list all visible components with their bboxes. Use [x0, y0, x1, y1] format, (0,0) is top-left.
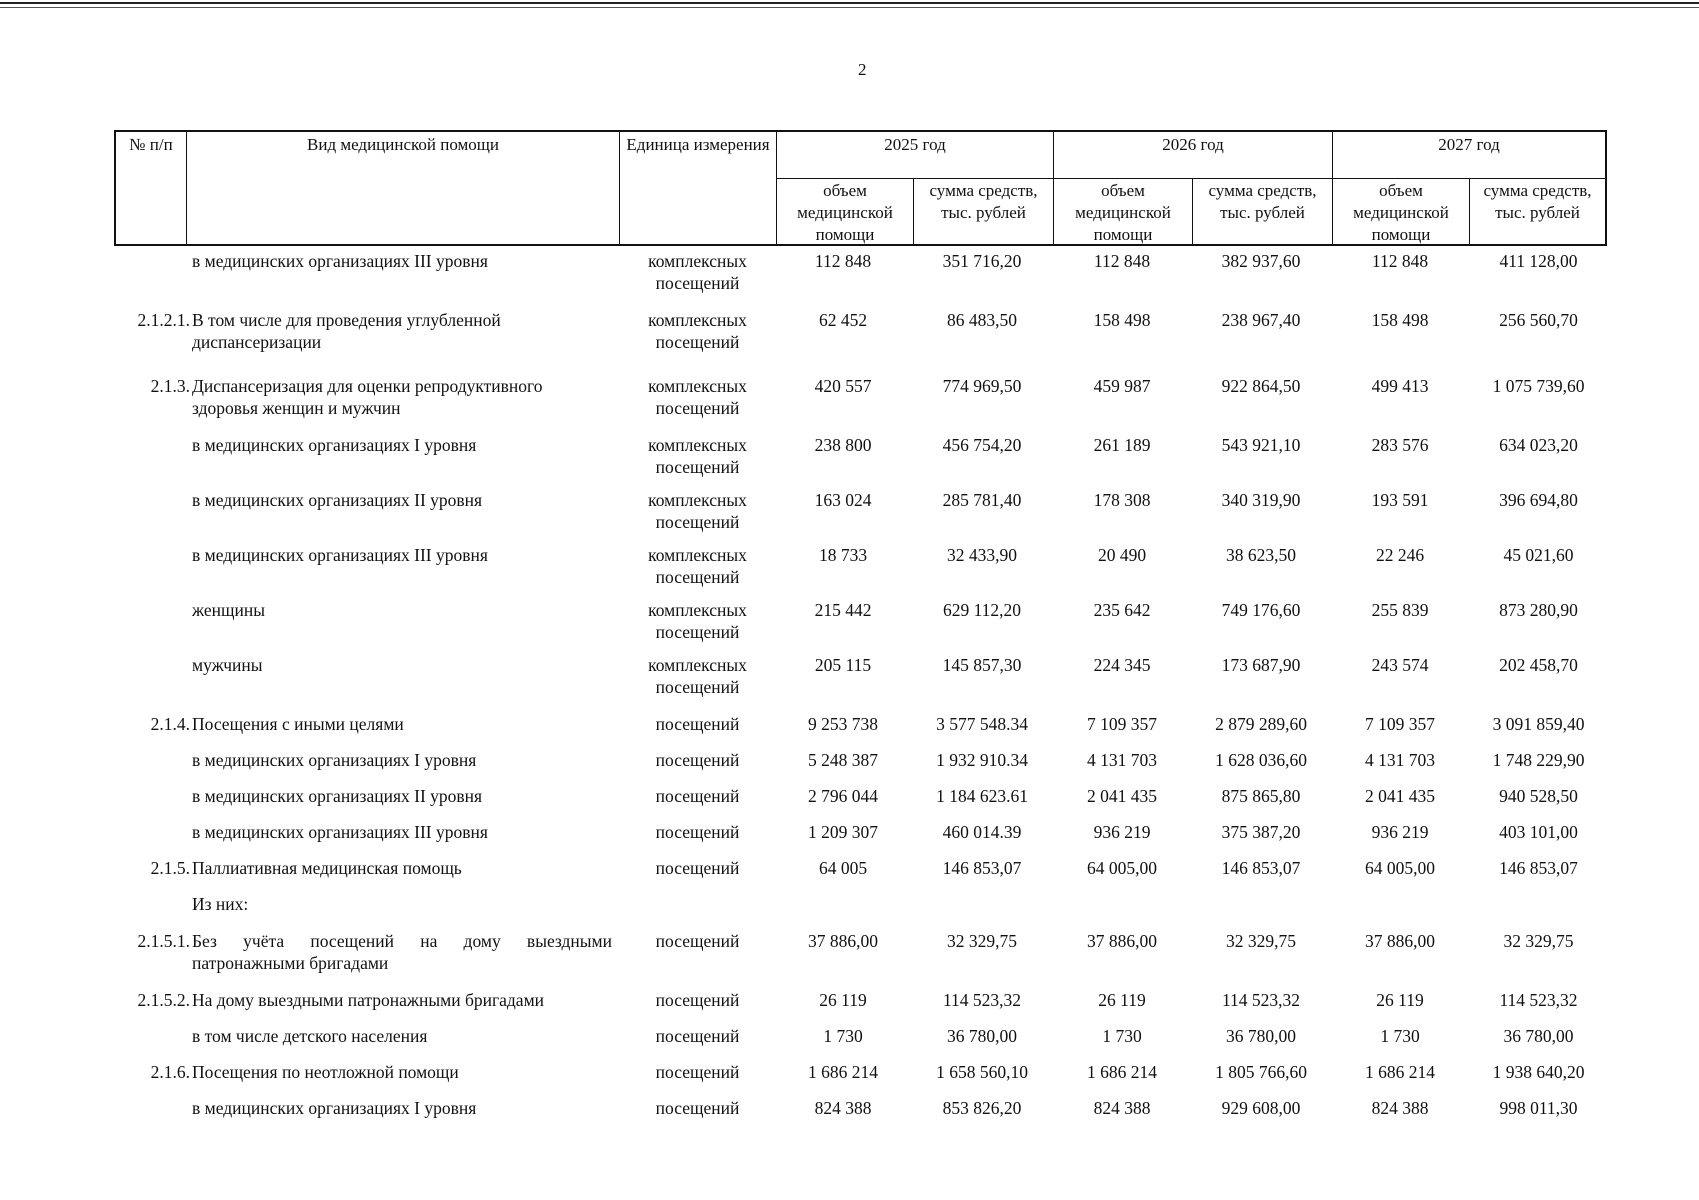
row-name: Посещения по неотложной помощи	[192, 1062, 459, 1082]
row-name: женщины	[192, 600, 265, 620]
header-unit: Единица измерения	[626, 135, 770, 154]
row-unit: посещений	[655, 1026, 740, 1046]
row-unit: комплексных посещений	[648, 310, 747, 352]
row-sum-2026: 382 937,60	[1221, 251, 1301, 271]
row-sum-2026: 1 628 036,60	[1215, 750, 1307, 770]
row-unit: посещений	[655, 1098, 740, 1118]
row-sum-2027: 3 091 859,40	[1492, 714, 1585, 734]
row-volume-2025: 1 209 307	[808, 822, 878, 842]
row-volume-2027: 255 839	[1371, 600, 1429, 620]
row-volume-2026: 158 498	[1093, 310, 1151, 330]
row-volume-2026: 459 987	[1093, 376, 1151, 396]
row-volume-2025: 824 388	[814, 1098, 872, 1118]
row-sum-2027: 114 523,32	[1499, 990, 1578, 1010]
row-volume-2027: 112 848	[1371, 251, 1429, 271]
row-number: 2.1.2.1.	[137, 310, 190, 330]
row-sum-2027: 146 853,07	[1499, 858, 1578, 878]
row-sum-2026: 173 687,90	[1221, 655, 1301, 675]
row-sum-2025: 285 781,40	[942, 490, 1022, 510]
row-sum-2025: 460 014.39	[942, 822, 1022, 842]
row-volume-2027: 2 041 435	[1365, 786, 1435, 806]
row-sum-2027: 998 011,30	[1499, 1098, 1578, 1118]
row-sum-2025: 36 780,00	[947, 1026, 1017, 1046]
header-sum: сумма средств, тыс. рублей	[929, 181, 1038, 222]
row-sum-2027: 1 075 739,60	[1492, 376, 1585, 396]
row-name: Из них:	[192, 894, 249, 914]
row-name: Посещения с иными целями	[192, 714, 404, 734]
row-volume-2025: 37 886,00	[808, 931, 878, 951]
row-sum-2025: 774 969,50	[942, 376, 1022, 396]
row-volume-2026: 824 388	[1093, 1098, 1151, 1118]
row-sum-2027: 1 938 640,20	[1492, 1062, 1585, 1082]
row-number: 2.1.5.1.	[137, 931, 190, 951]
row-volume-2027: 193 591	[1371, 490, 1429, 510]
table-header	[114, 130, 1607, 246]
header-volume: объем медицинской помощи	[1075, 181, 1171, 244]
row-number: 2.1.6.	[150, 1062, 190, 1082]
row-name: мужчины	[192, 655, 263, 675]
row-unit: комплексных посещений	[648, 600, 747, 642]
row-volume-2026: 1 730	[1102, 1026, 1142, 1046]
row-volume-2025: 112 848	[814, 251, 872, 271]
row-volume-2027: 4 131 703	[1365, 750, 1435, 770]
row-sum-2025: 1 932 910.34	[936, 750, 1028, 770]
row-volume-2026: 64 005,00	[1087, 858, 1157, 878]
row-sum-2026: 146 853,07	[1221, 858, 1301, 878]
row-sum-2026: 114 523,32	[1221, 990, 1301, 1010]
row-name: В том числе для проведения углубленной диспансеризации	[192, 310, 501, 352]
row-sum-2026: 238 967,40	[1221, 310, 1301, 330]
row-name: Паллиативная медицинская помощь	[192, 858, 462, 878]
row-volume-2026: 4 131 703	[1087, 750, 1157, 770]
row-unit: посещений	[655, 990, 740, 1010]
row-unit: посещений	[655, 858, 740, 878]
row-sum-2025: 32 433,90	[947, 545, 1017, 565]
row-volume-2027: 7 109 357	[1365, 714, 1435, 734]
row-volume-2025: 62 452	[818, 310, 868, 330]
header-volume: объем медицинской помощи	[797, 181, 893, 244]
row-sum-2027: 45 021,60	[1503, 545, 1574, 565]
row-sum-2025: 1 184 623.61	[936, 786, 1028, 806]
row-name: в медицинских организациях III уровня	[192, 545, 488, 565]
row-unit: комплексных посещений	[648, 490, 747, 532]
row-number: 2.1.5.2.	[137, 990, 190, 1010]
page-number: 2	[858, 60, 867, 79]
row-unit: посещений	[655, 750, 740, 770]
row-volume-2026: 26 119	[1098, 990, 1146, 1010]
row-unit: комплексных посещений	[648, 655, 747, 697]
row-sum-2027: 1 748 229,90	[1492, 750, 1585, 770]
row-volume-2025: 205 115	[814, 655, 872, 675]
row-volume-2026: 224 345	[1093, 655, 1151, 675]
row-volume-2027: 26 119	[1376, 990, 1424, 1010]
row-volume-2026: 2 041 435	[1087, 786, 1157, 806]
row-sum-2025: 456 754,20	[942, 435, 1022, 455]
row-unit: комплексных посещений	[648, 376, 747, 418]
header-sum: сумма средств, тыс. рублей	[1483, 181, 1592, 222]
row-sum-2026: 340 319,90	[1221, 490, 1301, 510]
row-volume-2025: 163 024	[814, 490, 872, 510]
row-sum-2025: 3 577 548.34	[936, 714, 1028, 734]
row-name: в медицинских организациях II уровня	[192, 786, 483, 806]
row-volume-2025: 215 442	[814, 600, 872, 620]
row-sum-2027: 873 280,90	[1499, 600, 1578, 620]
row-sum-2025: 114 523,32	[942, 990, 1022, 1010]
row-volume-2027: 37 886,00	[1365, 931, 1435, 951]
row-volume-2025: 2 796 044	[808, 786, 878, 806]
row-volume-2027: 243 574	[1371, 655, 1429, 675]
row-sum-2026: 38 623,50	[1226, 545, 1296, 565]
row-sum-2026: 875 865,80	[1221, 786, 1301, 806]
row-volume-2027: 158 498	[1371, 310, 1429, 330]
row-name: в медицинских организациях I уровня	[192, 750, 477, 770]
row-unit: посещений	[655, 786, 740, 806]
row-volume-2027: 64 005,00	[1365, 858, 1435, 878]
row-sum-2026: 375 387,20	[1221, 822, 1301, 842]
row-volume-2025: 5 248 387	[808, 750, 878, 770]
row-sum-2026: 929 608,00	[1221, 1098, 1301, 1118]
row-sum-2025: 853 826,20	[942, 1098, 1022, 1118]
row-volume-2027: 499 413	[1371, 376, 1429, 396]
row-sum-2027: 396 694,80	[1499, 490, 1578, 510]
row-volume-2025: 64 005	[818, 858, 868, 878]
row-sum-2025: 1 658 560,10	[936, 1062, 1028, 1082]
top-border-line-secondary	[0, 7, 1699, 8]
row-volume-2025: 420 557	[814, 376, 872, 396]
row-volume-2026: 1 686 214	[1087, 1062, 1157, 1082]
row-sum-2027: 32 329,75	[1503, 931, 1574, 951]
row-sum-2025: 351 716,20	[942, 251, 1022, 271]
row-unit: комплексных посещений	[648, 545, 747, 587]
row-sum-2027: 36 780,00	[1503, 1026, 1574, 1046]
row-volume-2026: 178 308	[1093, 490, 1151, 510]
row-volume-2027: 1 686 214	[1365, 1062, 1435, 1082]
row-name: Диспансеризация для оценки репродуктивного здоровья женщин и мужчин	[192, 376, 543, 418]
row-unit: посещений	[655, 822, 740, 842]
row-sum-2025: 146 853,07	[942, 858, 1022, 878]
row-volume-2026: 235 642	[1093, 600, 1151, 620]
row-number: 2.1.3.	[150, 376, 190, 396]
row-volume-2027: 283 576	[1371, 435, 1429, 455]
row-volume-2025: 238 800	[814, 435, 872, 455]
row-volume-2026: 20 490	[1097, 545, 1147, 565]
row-volume-2027: 1 730	[1380, 1026, 1420, 1046]
header-type: Вид медицинской помощи	[307, 135, 499, 154]
row-sum-2027: 411 128,00	[1499, 251, 1578, 271]
row-volume-2027: 936 219	[1371, 822, 1429, 842]
row-name: Без учёта посещений на дому выездными патронажными бригадами	[192, 931, 612, 973]
row-sum-2026: 36 780,00	[1226, 1026, 1296, 1046]
row-volume-2025: 1 686 214	[808, 1062, 878, 1082]
row-sum-2026: 749 176,60	[1221, 600, 1301, 620]
header-volume: объем медицинской помощи	[1353, 181, 1449, 244]
row-unit: посещений	[655, 1062, 740, 1082]
header-num: № п/п	[129, 135, 173, 154]
row-name: в медицинских организациях I уровня	[192, 435, 477, 455]
row-sum-2026: 543 921,10	[1221, 435, 1301, 455]
row-name: в медицинских организациях III уровня	[192, 822, 488, 842]
header-sum: сумма средств, тыс. рублей	[1208, 181, 1317, 222]
row-sum-2027: 940 528,50	[1499, 786, 1578, 806]
row-volume-2026: 37 886,00	[1087, 931, 1157, 951]
row-sum-2027: 256 560,70	[1499, 310, 1578, 330]
row-volume-2025: 26 119	[819, 990, 867, 1010]
row-unit: комплексных посещений	[648, 251, 747, 293]
row-volume-2026: 7 109 357	[1087, 714, 1157, 734]
row-volume-2025: 1 730	[823, 1026, 863, 1046]
row-volume-2027: 824 388	[1371, 1098, 1429, 1118]
row-unit: комплексных посещений	[648, 435, 747, 477]
row-sum-2025: 32 329,75	[947, 931, 1017, 951]
row-sum-2025: 629 112,20	[942, 600, 1022, 620]
row-sum-2026: 32 329,75	[1226, 931, 1296, 951]
row-name: в том числе детского населения	[192, 1026, 428, 1046]
row-sum-2027: 403 101,00	[1499, 822, 1578, 842]
header-year-2027: 2027 год	[1438, 135, 1500, 154]
header-divider	[776, 178, 1605, 179]
row-number: 2.1.4.	[150, 714, 190, 734]
row-name: На дому выездными патронажными бригадами	[192, 990, 545, 1010]
row-volume-2026: 936 219	[1093, 822, 1151, 842]
top-border-line	[0, 2, 1699, 4]
row-volume-2026: 261 189	[1093, 435, 1151, 455]
row-number: 2.1.5.	[150, 858, 190, 878]
header-year-2026: 2026 год	[1162, 135, 1224, 154]
row-sum-2027: 202 458,70	[1499, 655, 1578, 675]
row-sum-2027: 634 023,20	[1499, 435, 1578, 455]
row-volume-2027: 22 246	[1375, 545, 1425, 565]
row-sum-2026: 922 864,50	[1221, 376, 1301, 396]
header-year-2025: 2025 год	[884, 135, 946, 154]
row-sum-2026: 2 879 289,60	[1215, 714, 1307, 734]
row-sum-2025: 86 483,50	[947, 310, 1017, 330]
row-unit: посещений	[655, 714, 740, 734]
row-name: в медицинских организациях II уровня	[192, 490, 483, 510]
row-name: в медицинских организациях I уровня	[192, 1098, 477, 1118]
row-unit: посещений	[655, 931, 740, 951]
row-volume-2025: 18 733	[818, 545, 868, 565]
row-volume-2025: 9 253 738	[808, 714, 878, 734]
row-sum-2026: 1 805 766,60	[1215, 1062, 1307, 1082]
row-sum-2025: 145 857,30	[942, 655, 1022, 675]
row-name: в медицинских организациях III уровня	[192, 251, 488, 271]
row-volume-2026: 112 848	[1093, 251, 1151, 271]
